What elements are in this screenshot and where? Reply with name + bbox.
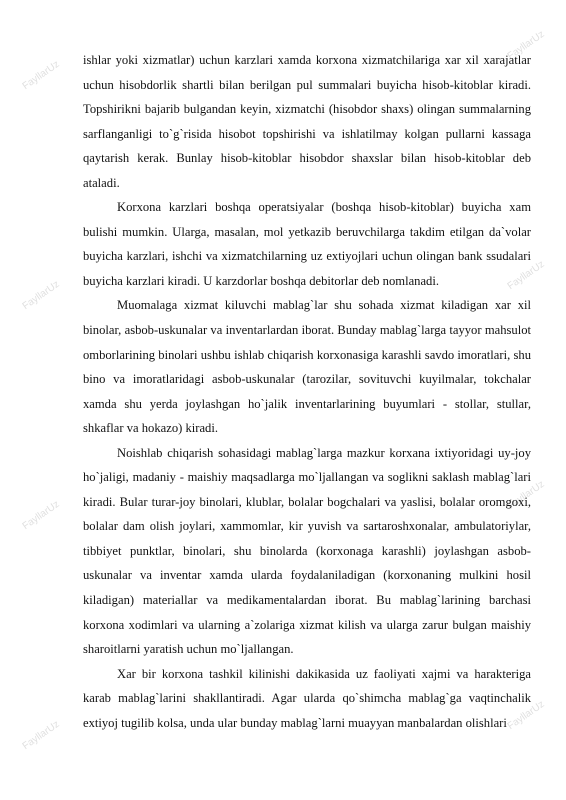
paragraph: Korxona karzlari boshqa operatsiyalar (boshqa hisob-kitoblar) buyicha xam bulishi mumkin. Ularga, masalan, mol yetkazib beruvchilarga takdim etilgan da`volar buyicha karzlari, ishchi va xizmatchilarning uz extiyojlari uchun olingan bank ssudalari buyicha karzlari kiradi. U karzdorlar boshqa debitorlar deb nomlanadi. <box>83 200 531 288</box>
body-text <box>83 48 531 735</box>
paragraph: ishlar yoki xizmatlar) uchun karzlari xamda korxona xizmatchilariga xar xil xarajatlar uchun hisobdorlik shartli bilan berilgan pul summalari buyicha hisob-kitoblar kiradi. Topshirikni bajarib bulgandan keyin, xizmatchi (hisobdor shaxs) olingan summalarning sarflanganligi to`g`risida hisobot topshirishi va ishlatilmay kolgan pullarni kassaga qaytarish kerak. Bunlay hisob-kitoblar hisobdor shaxslar bilan hisob-kitoblar deb ataladi. <box>83 53 531 190</box>
paragraph: Muomalaga xizmat kiluvchi mablag`lar shu sohada xizmat kiladigan xar xil binolar, asbob-uskunalar va inventarlardan iborat. Bunday mablag`larga tayyor mahsulot omborlarining binolari ushbu ishlab chiqarish korxonasiga karashli savdo imoratlari, shu bino va imoratlaridagi asbob-uskunalar (tarozilar, sovituvchi kuyilmalar, tokchalar xamda shu yerda joylashgan ho`jalik inventarlarining buyumlari - stollar, stullar, shkaflar va hokazo) kiradi. <box>83 298 531 436</box>
watermark-logo: FayllarUz <box>505 258 547 293</box>
watermark-logo: FayllarUz <box>20 58 62 93</box>
paragraph: Xar bir korxona tashkil kilinishi dakikasida uz faoliyati xajmi va harakteriga karab mablag`larini shakllantiradi. Agar ularda qo`shimcha mablag`ga vaqtinchalik extiyoj tugilib kolsa, unda ular bunday mablag`larni muayyan manbalardan olishlari <box>83 666 531 730</box>
watermark-logo: FayllarUz <box>20 498 62 533</box>
watermark-logo: FayllarUz <box>20 718 62 753</box>
watermark-logo: FayllarUz <box>505 698 547 733</box>
watermark-logo: FayllarUz <box>505 28 547 63</box>
watermark-logo: FayllarUz <box>505 478 547 513</box>
watermark-logo: FayllarUz <box>20 278 62 313</box>
paragraph: Noishlab chiqarish sohasidagi mablag`larga mazkur korxana ixtiyoridagi uy-joy ho`jaligi, madaniy - maishiy maqsadlarga mo`ljallangan va soglikni saklash mablag`lari kiradi. Bular turar-joy binolari, klublar, bolalar bogchalari va yaslisi, bolalar oromgoxi, bolalar dam olish joylari, xammomlar, kir yuvish va sartaroshxonalar, ambulatoriylar, tibbiyet punktlar, binolari, shu binolarda (korxonaga karashli) joylashgan asbob-uskunalar va inventar xamda ularda foydalaniladigan (korxonaning mulkini hosil kiladigan) materiallar va medikamentalardan iborat. Bu mablag`larining barchasi korxona xodimlari va ularning a`zolariga xizmat kilish va ularga zarur bulgan maishiy sharoitlarni yaratish uchun mo`ljallangan. <box>83 445 531 657</box>
